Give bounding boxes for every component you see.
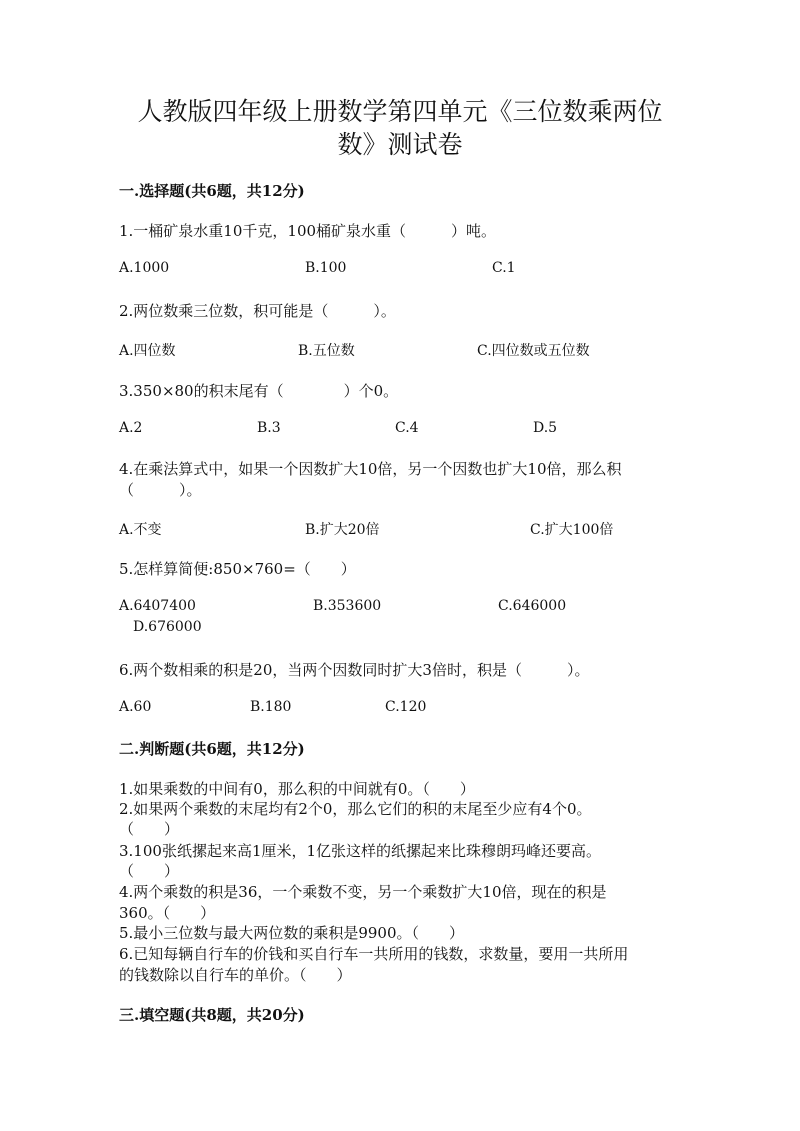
choice-q5-option-b: B.353600 [313, 598, 382, 614]
choice-q4-option-b: B.扩大20倍 [305, 522, 380, 538]
choice-q2-option-b: B.五位数 [298, 343, 355, 359]
choice-q3-option-a: A.2 [119, 420, 143, 436]
judgement-line-6: 4.两个乘数的积是36，一个乘数不变，另一个乘数扩大10倍，现在的积是 [119, 883, 607, 901]
choice-q2-option-c: C.四位数或五位数 [477, 343, 590, 359]
choice-q6-option-a: A.60 [119, 699, 152, 715]
choice-q3-option-c: C.4 [395, 420, 419, 436]
choice-q1-option-c: C.1 [492, 260, 516, 276]
judgement-line-5: （ ） [119, 862, 180, 880]
judgement-line-4: 3.100张纸摞起来高1厘米，1亿张这样的纸摞起来比珠穆朗玛峰还要高。 [119, 842, 602, 860]
choice-question-3: 3.350×80的积末尾有（ ）个0。 [119, 382, 399, 400]
judgement-line-7: 360。（ ） [119, 904, 216, 922]
choice-question-4-line-2: （ ）。 [119, 481, 202, 499]
choice-q5-option-a: A.6407400 [119, 598, 196, 614]
choice-q1-option-b: B.100 [305, 260, 347, 276]
choice-q4-option-c: C.扩大100倍 [530, 522, 614, 538]
judgement-line-10: 的钱数除以自行车的单价。（ ） [119, 966, 352, 984]
choice-q2-option-a: A.四位数 [119, 343, 176, 359]
choice-q4-option-a: A.不变 [119, 522, 162, 538]
choice-q6-option-b: B.180 [250, 699, 292, 715]
judgement-line-9: 6.已知每辆自行车的价钱和买自行车一共所用的钱数，求数量，要用一共所用 [119, 945, 629, 963]
judgement-line-1: 1.如果乘数的中间有0，那么积的中间就有0。（ ） [119, 780, 475, 798]
judgement-line-2: 2.如果两个乘数的末尾均有2个0，那么它们的积的末尾至少应有4个0。 [119, 800, 592, 818]
choice-q5-option-d: D.676000 [133, 619, 202, 635]
section-heading-judgement: 二.判断题(共6题，共12分) [119, 740, 305, 758]
choice-q1-option-a: A.1000 [119, 260, 170, 276]
section-heading-fill-in: 三.填空题(共8题，共20分) [119, 1006, 305, 1024]
choice-question-6: 6.两个数相乘的积是20，当两个因数同时扩大3倍时，积是（ ）。 [119, 661, 590, 679]
choice-q3-option-d: D.5 [533, 420, 558, 436]
judgement-line-8: 5.最小三位数与最大两位数的乘积是9900。（ ） [119, 924, 464, 942]
choice-q5-option-c: C.646000 [498, 598, 567, 614]
judgement-line-3: （ ） [119, 820, 180, 838]
choice-question-4-line-1: 4.在乘法算式中，如果一个因数扩大10倍，另一个因数也扩大10倍，那么积 [119, 460, 622, 478]
section-heading-choice: 一.选择题(共6题，共12分) [119, 182, 305, 200]
choice-q3-option-b: B.3 [257, 420, 281, 436]
page-title-line-2: 数》测试卷 [337, 130, 463, 159]
page-title-line-1: 人教版四年级上册数学第四单元《三位数乘两位 [137, 97, 663, 126]
choice-q6-option-c: C.120 [385, 699, 427, 715]
choice-question-2: 2.两位数乘三位数，积可能是（ ）。 [119, 302, 396, 320]
choice-question-5: 5.怎样算简便:850×760=（ ） [119, 560, 356, 578]
choice-question-1: 1.一桶矿泉水重10千克，100桶矿泉水重（ ）吨。 [119, 222, 497, 240]
